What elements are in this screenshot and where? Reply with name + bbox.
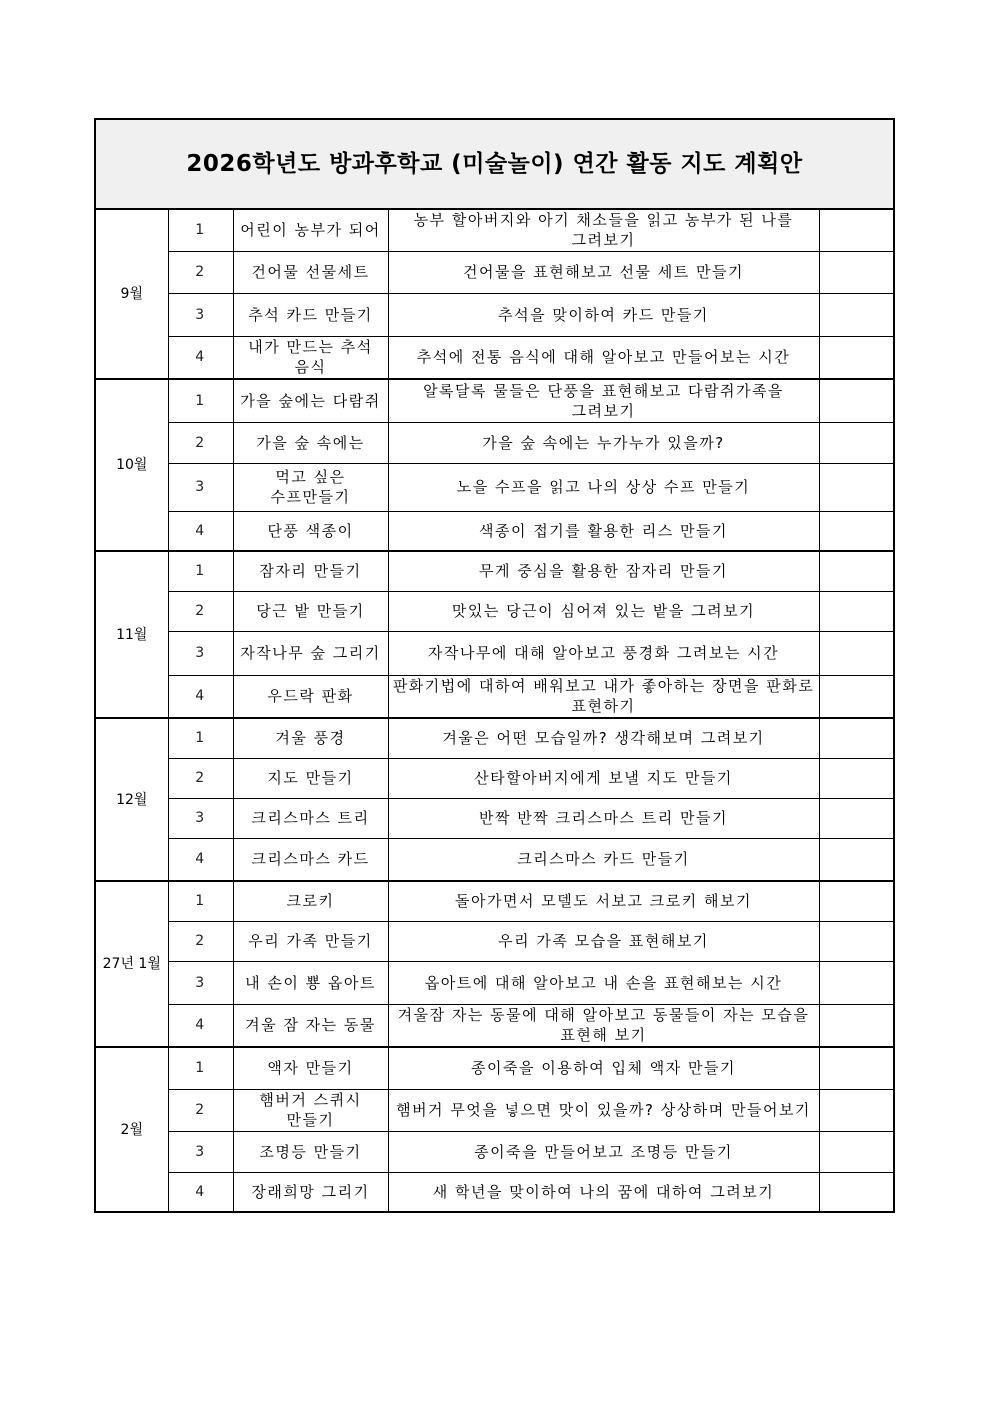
session-note [819, 422, 894, 463]
session-description: 추석을 맞이하여 카드 만들기 [388, 293, 819, 336]
session-row [95, 422, 894, 463]
session-note [819, 251, 894, 293]
session-number: 3 [168, 631, 233, 675]
session-title: 단풍 색종이 [233, 511, 388, 551]
session-row [95, 591, 894, 631]
session-note [819, 1172, 894, 1212]
session-number: 1 [168, 379, 233, 422]
session-title: 우리 가족 만들기 [233, 921, 388, 961]
month-label: 2월 [95, 1047, 168, 1212]
session-note [819, 551, 894, 591]
session-title: 내 손이 뿅 옵아트 [233, 961, 388, 1004]
session-number: 2 [168, 422, 233, 463]
session-title: 햄버거 스퀴시 만들기 [233, 1089, 388, 1131]
session-title: 내가 만드는 추석 음식 [233, 336, 388, 379]
session-title: 지도 만들기 [233, 758, 388, 798]
session-title: 조명등 만들기 [233, 1131, 388, 1172]
session-title: 크리스마스 카드 [233, 838, 388, 881]
session-title: 겨울 잠 자는 동물 [233, 1004, 388, 1047]
session-description: 자작나무에 대해 알아보고 풍경화 그려보는 시간 [388, 631, 819, 675]
session-note [819, 511, 894, 551]
session-number: 1 [168, 1047, 233, 1089]
session-description: 판화기법에 대하여 배워보고 내가 좋아하는 장면을 판화로 표현하기 [388, 675, 819, 718]
session-title: 먹고 싶은 수프만들기 [233, 463, 388, 511]
session-row [95, 921, 894, 961]
session-description: 돌아가면서 모델도 서보고 크로키 해보기 [388, 881, 819, 921]
month-label: 27년 1월 [95, 881, 168, 1047]
session-row [95, 675, 894, 718]
session-note [819, 675, 894, 718]
session-row [95, 758, 894, 798]
session-description: 햄버거 무엇을 넣으면 맛이 있을까? 상상하며 만들어보기 [388, 1089, 819, 1131]
activity-plan-table [94, 118, 895, 1213]
session-note [819, 798, 894, 838]
session-title: 크리스마스 트리 [233, 798, 388, 838]
session-description: 옵아트에 대해 알아보고 내 손을 표현해보는 시간 [388, 961, 819, 1004]
session-number: 2 [168, 758, 233, 798]
session-number: 2 [168, 1089, 233, 1131]
session-note [819, 379, 894, 422]
session-description: 종이죽을 만들어보고 조명등 만들기 [388, 1131, 819, 1172]
session-number: 4 [168, 1004, 233, 1047]
session-row [95, 718, 894, 758]
session-title: 자작나무 숲 그리기 [233, 631, 388, 675]
session-note [819, 718, 894, 758]
session-number: 2 [168, 591, 233, 631]
session-row [95, 838, 894, 881]
session-row [95, 1089, 894, 1131]
session-number: 1 [168, 209, 233, 251]
session-title: 당근 밭 만들기 [233, 591, 388, 631]
session-row [95, 1047, 894, 1089]
session-description: 겨울잠 자는 동물에 대해 알아보고 동물들이 자는 모습을 표현해 보기 [388, 1004, 819, 1047]
session-note [819, 463, 894, 511]
session-row [95, 1004, 894, 1047]
session-row [95, 511, 894, 551]
session-title: 겨울 풍경 [233, 718, 388, 758]
session-note [819, 1047, 894, 1089]
session-title: 잠자리 만들기 [233, 551, 388, 591]
session-number: 3 [168, 1131, 233, 1172]
session-title: 가을 숲 속에는 [233, 422, 388, 463]
session-description: 새 학년을 맞이하여 나의 꿈에 대하여 그려보기 [388, 1172, 819, 1212]
session-row [95, 251, 894, 293]
session-row [95, 631, 894, 675]
session-note [819, 1004, 894, 1047]
session-note [819, 209, 894, 251]
session-note [819, 591, 894, 631]
session-description: 추석에 전통 음식에 대해 알아보고 만들어보는 시간 [388, 336, 819, 379]
session-title: 어린이 농부가 되어 [233, 209, 388, 251]
session-row [95, 209, 894, 251]
session-description: 겨울은 어떤 모습일까? 생각해보며 그려보기 [388, 718, 819, 758]
month-label: 12월 [95, 718, 168, 881]
session-number: 2 [168, 251, 233, 293]
session-note [819, 838, 894, 881]
session-row [95, 293, 894, 336]
session-number: 3 [168, 293, 233, 336]
session-number: 1 [168, 881, 233, 921]
session-description: 크리스마스 카드 만들기 [388, 838, 819, 881]
session-description: 알록달록 물들은 단풍을 표현해보고 다람쥐가족을 그려보기 [388, 379, 819, 422]
session-row [95, 1172, 894, 1212]
session-description: 농부 할아버지와 아기 채소들을 읽고 농부가 된 나를 그려보기 [388, 209, 819, 251]
session-note [819, 961, 894, 1004]
session-title: 우드락 판화 [233, 675, 388, 718]
session-row [95, 1131, 894, 1172]
session-note [819, 1131, 894, 1172]
session-description: 건어물을 표현해보고 선물 세트 만들기 [388, 251, 819, 293]
session-row [95, 551, 894, 591]
session-note [819, 921, 894, 961]
session-note [819, 881, 894, 921]
session-description: 산타할아버지에게 보낼 지도 만들기 [388, 758, 819, 798]
session-description: 가을 숲 속에는 누가누가 있을까? [388, 422, 819, 463]
session-title: 건어물 선물세트 [233, 251, 388, 293]
session-number: 1 [168, 551, 233, 591]
session-row [95, 463, 894, 511]
session-number: 4 [168, 1172, 233, 1212]
title-row [95, 119, 894, 209]
session-note [819, 631, 894, 675]
session-title: 크로키 [233, 881, 388, 921]
session-note [819, 336, 894, 379]
session-title: 액자 만들기 [233, 1047, 388, 1089]
month-label: 9월 [95, 209, 168, 379]
session-note [819, 293, 894, 336]
session-description: 우리 가족 모습을 표현해보기 [388, 921, 819, 961]
session-number: 4 [168, 838, 233, 881]
session-row [95, 961, 894, 1004]
session-note [819, 1089, 894, 1131]
document-title: 2026학년도 방과후학교 (미술놀이) 연간 활동 지도 계획안 [95, 119, 894, 209]
document-page [94, 118, 893, 1213]
session-row [95, 379, 894, 422]
session-description: 종이죽을 이용하여 입체 액자 만들기 [388, 1047, 819, 1089]
session-row [95, 798, 894, 838]
month-label: 10월 [95, 379, 168, 551]
session-number: 3 [168, 798, 233, 838]
session-description: 무게 중심을 활용한 잠자리 만들기 [388, 551, 819, 591]
session-number: 4 [168, 511, 233, 551]
session-number: 1 [168, 718, 233, 758]
session-number: 3 [168, 961, 233, 1004]
session-description: 맛있는 당근이 심어져 있는 밭을 그려보기 [388, 591, 819, 631]
session-title: 가을 숲에는 다람쥐 [233, 379, 388, 422]
session-number: 4 [168, 336, 233, 379]
session-number: 4 [168, 675, 233, 718]
month-label: 11월 [95, 551, 168, 718]
session-number: 3 [168, 463, 233, 511]
session-number: 2 [168, 921, 233, 961]
session-note [819, 758, 894, 798]
session-title: 추석 카드 만들기 [233, 293, 388, 336]
session-description: 노을 수프을 읽고 나의 상상 수프 만들기 [388, 463, 819, 511]
session-description: 색종이 접기를 활용한 리스 만들기 [388, 511, 819, 551]
session-title: 장래희망 그리기 [233, 1172, 388, 1212]
session-row [95, 881, 894, 921]
session-row [95, 336, 894, 379]
session-description: 반짝 반짝 크리스마스 트리 만들기 [388, 798, 819, 838]
